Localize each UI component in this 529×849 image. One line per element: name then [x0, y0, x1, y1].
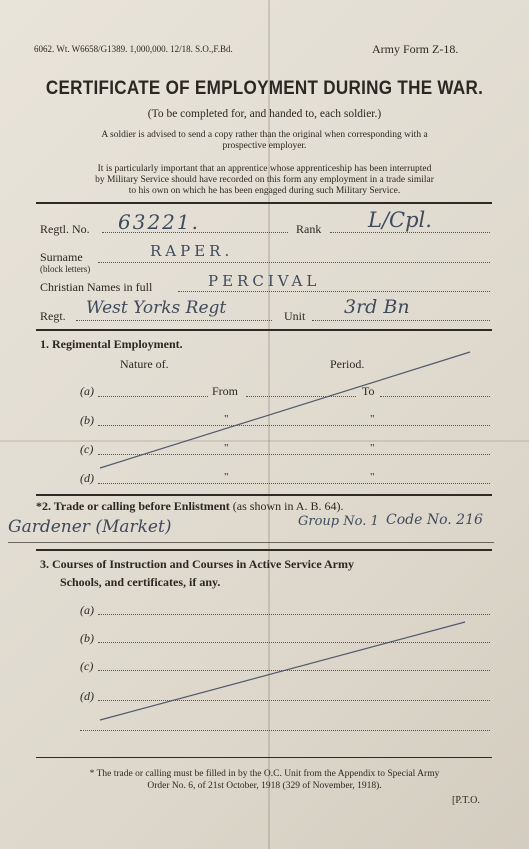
section3-row-d-line	[98, 700, 490, 701]
section3-row-c-line	[98, 670, 490, 671]
section3-row-c-label: (c)	[80, 659, 94, 673]
section1-row-a-label: (a)	[80, 384, 94, 398]
pto-mark: [P.T.O.	[452, 795, 480, 806]
trade-line	[8, 542, 494, 543]
section2-title-rest: (as shown in A. B. 64).	[232, 499, 344, 513]
rank-value: L/Cpl.	[368, 208, 432, 232]
divider-footer	[36, 757, 492, 758]
section3-row-b-line	[98, 642, 490, 643]
rank-label: Rank	[296, 222, 322, 236]
nature-header: Nature of.	[120, 357, 169, 371]
christian-names-label: Christian Names in full	[40, 280, 153, 294]
section3-row-b-label: (b)	[80, 631, 94, 645]
printer-line: 6062. Wt. W6658/G1389. 1,000,000. 12/18. S.O.,F.Bd.	[34, 44, 233, 54]
document-title: CERTIFICATE OF EMPLOYMENT DURING THE WAR.	[45, 78, 484, 99]
section3-row-a-label: (a)	[80, 603, 94, 617]
section1-title: 1. Regimental Employment.	[40, 337, 183, 351]
apprentice-note-line1: It is particularly important that an apprentice whose apprenticeship has been interrupted	[97, 164, 432, 174]
from-label: From	[212, 384, 239, 398]
unit-value: 3rd Bn	[344, 296, 410, 318]
ditto-mark: "	[224, 471, 229, 483]
section2-title-bold: *2. Trade or calling before Enlistment	[36, 499, 230, 513]
section3-strike-line	[100, 622, 465, 720]
trade-value: Gardener (Market)	[8, 517, 172, 537]
advice-note-line1: A soldier is advised to send a copy rather than the original when corresponding with a	[101, 130, 428, 140]
apprentice-note-line2: by Military Service should have recorded on this form any employment in a trade similar	[95, 175, 434, 185]
period-header: Period.	[330, 357, 365, 371]
unit-label: Unit	[284, 309, 306, 323]
code-value: Code No. 216	[386, 512, 483, 528]
footer-note-line1: * The trade or calling must be filled in by the O.C. Unit from the Appendix to Special Army	[89, 769, 440, 779]
section3-row-a-line	[98, 614, 490, 615]
section3-title-line1: 3. Courses of Instruction and Courses in Active Service Army	[40, 557, 354, 571]
regt-label: Regt.	[40, 309, 66, 323]
group-value: Group No. 1	[298, 514, 379, 529]
document-subtitle: (To be completed for, and handed to, each soldier.)	[147, 108, 382, 120]
regtl-no-value: 63221.	[118, 210, 200, 234]
divider-section3	[36, 549, 492, 551]
regtl-no-label: Regtl. No.	[40, 222, 90, 236]
footer-note	[0, 768, 529, 792]
ditto-mark: "	[224, 442, 229, 454]
advice-note-line2: prospective employer.	[222, 141, 307, 151]
apprentice-note-line3: to his own on which he has been engaged during such Military Service.	[128, 186, 401, 196]
section2-title	[36, 499, 343, 514]
ditto-mark: "	[370, 471, 375, 483]
section3-title-line2: Schools, and certificates, if any.	[60, 575, 221, 589]
section3-extra-line	[80, 730, 490, 731]
footer-note-line2: Order No. 6, of 21st October, 1918 (329 of November, 1918).	[147, 781, 382, 791]
surname-label: Surname	[40, 250, 83, 264]
regt-value: West Yorks Regt	[86, 298, 227, 318]
ditto-mark: "	[370, 442, 375, 454]
ditto-mark: "	[370, 413, 375, 425]
christian-names-value: PERCIVAL	[208, 272, 321, 290]
section3-row-d-label: (d)	[80, 689, 94, 703]
to-label: To	[362, 384, 375, 398]
form-number: Army Form Z-18.	[372, 42, 459, 56]
divider-section2	[36, 494, 492, 496]
surname-note: (block letters)	[40, 264, 91, 274]
surname-value: RAPER.	[150, 242, 234, 260]
section1-strike-line	[100, 352, 470, 468]
section1-row-d-label: (d)	[80, 471, 94, 485]
section1-row-c-label: (c)	[80, 442, 94, 456]
ditto-mark: "	[224, 413, 229, 425]
section1-row-b-label: (b)	[80, 413, 94, 427]
